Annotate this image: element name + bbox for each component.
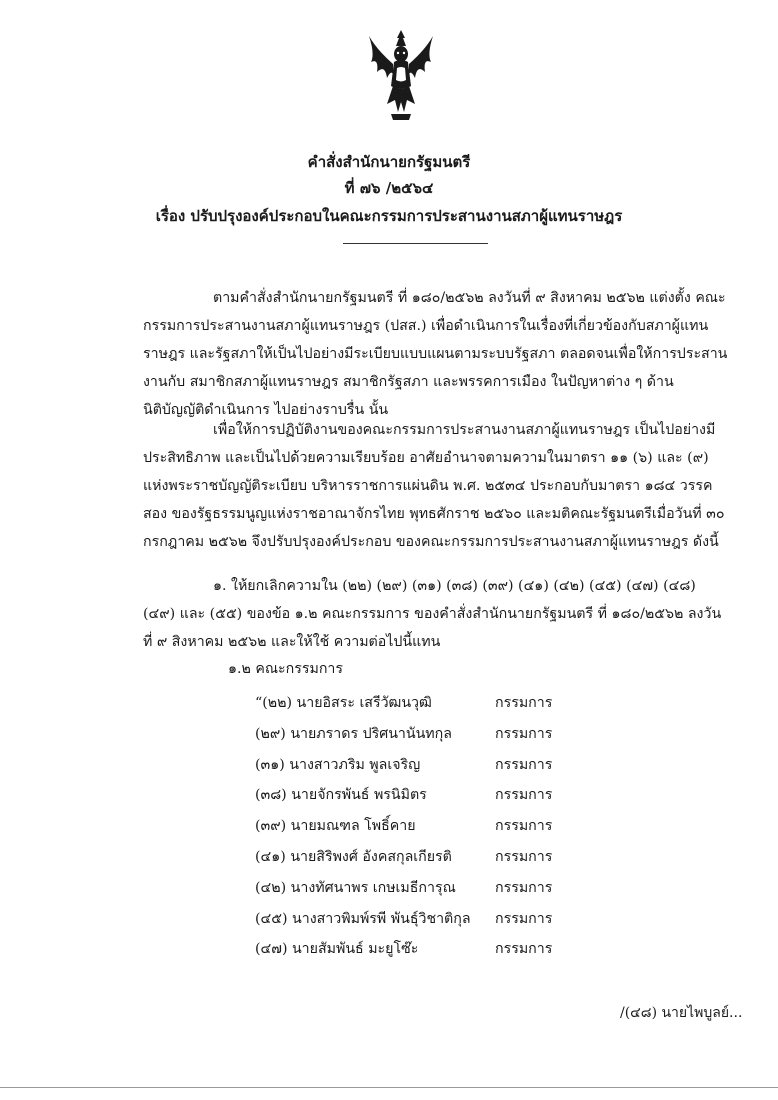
- member-role: กรรมการ: [495, 848, 553, 865]
- order-number: ที่ ๗๖ /๒๕๖๔: [344, 179, 434, 197]
- member-name: (๔๒) นางทัศนาพร เกษเมธีการุณ: [255, 879, 456, 896]
- member-name: (๔๑) นายสิริพงศ์ อังคสกุลเกียรติ: [255, 848, 452, 865]
- member-role: กรรมการ: [495, 941, 553, 958]
- garuda-emblem-icon: [365, 28, 437, 124]
- paragraph-3-text: ๑. ให้ยกเลิกความใน (๒๒) (๒๙) (๓๑) (๓๘) (๓๙) (๔๑) (๔๒) (๔๕) (๔๗) (๔๘) (๔๙) และ (๕๕) ของข้อ ๑.๒ คณะกรรมการ ของคำสั่งสำนักนายกรัฐมนตรี ที่ ๑๘๐/๒๕๖๒ ลงวันที่ ๙ สิงหาคม ๒๕๖๒ และให้ใช้ ความต่อไปนี้แทน: [143, 578, 722, 650]
- member-role: กรรมการ: [495, 695, 553, 711]
- member-name: (๓๑) นางสาวภริม พูลเจริญ: [255, 756, 421, 773]
- committee-subheading: ๑.๒ คณะกรรมการ: [228, 661, 344, 677]
- member-role: กรรมการ: [495, 756, 553, 773]
- title-divider: [343, 243, 488, 244]
- paragraph-1: [143, 284, 729, 424]
- member-name: (๔๕) นางสาวพิมพ์รพี พันธุ์วิชาติกุล: [255, 910, 471, 927]
- member-name: (๒๙) นายภราดร ปริศนานันทกุล: [255, 725, 452, 742]
- member-role: กรรมการ: [495, 787, 553, 804]
- member-name: (๓๙) นายมณฑล โพธิ์คาย: [255, 818, 416, 835]
- member-role: กรรมการ: [495, 910, 553, 927]
- member-role: กรรมการ: [495, 879, 553, 896]
- member-name: (๔๗) นายสัมพันธ์ มะยูโซ๊ะ: [255, 941, 419, 958]
- continuation-note: /(๔๘) นายไพบูลย์...: [620, 1005, 743, 1021]
- paragraph-3: [143, 572, 729, 656]
- page-bottom-edge: [0, 1087, 778, 1088]
- order-subject: เรื่อง ปรับปรุงองค์ประกอบในคณะกรรมการประสานงานสภาผู้แทนราษฎร: [155, 207, 623, 225]
- member-name: (๓๘) นายจักรพันธ์ พรนิมิตร: [255, 787, 427, 804]
- order-title: คำสั่งสำนักนายกรัฐมนตรี: [307, 153, 471, 171]
- member-role: กรรมการ: [495, 818, 553, 835]
- member-name: “(๒๒) นายอิสระ เสรีวัฒนวุฒิ: [255, 695, 432, 711]
- paragraph-2: [143, 416, 729, 556]
- paragraph-1-text: ตามคำสั่งสำนักนายกรัฐมนตรี ที่ ๑๘๐/๒๕๖๒ ลงวันที่ ๙ สิงหาคม ๒๕๖๒ แต่งตั้ง คณะกรรมการประสานงานสภาผู้แทนราษฎร (ปสส.) เพื่อดำเนินการในเรื่องที่เกี่ยวข้องกับสภาผู้แทนราษฎร และรัฐสภาให้เป็นไปอย่างมีระเบียบแบบแผนตามระบบรัฐสภา ตลอดจนเพื่อให้การประสานงานกับ สมาชิกสภาผู้แทนราษฎร สมาชิกรัฐสภา และพรรคการเมือง ในปัญหาต่าง ๆ ด้านนิติบัญญัติดำเนินการ ไปอย่างราบรื่น นั้น: [143, 290, 728, 418]
- member-role: กรรมการ: [495, 725, 553, 742]
- paragraph-2-text: เพื่อให้การปฏิบัติงานของคณะกรรมการประสานงานสภาผู้แทนราษฎร เป็นไปอย่างมีประสิทธิภาพ และเป็นไปด้วยความเรียบร้อย อาศัยอำนาจตามความในมาตรา ๑๑ (๖) และ (๙) แห่งพระราชบัญญัติระเบียบ บริหารราชการแผ่นดิน พ.ศ. ๒๕๓๔ ประกอบกับมาตรา ๑๘๔ วรรคสอง ของรัฐธรรมนูญแห่งราชอาณาจักรไทย พุทธศักราช ๒๕๖๐ และมติคณะรัฐมนตรีเมื่อวันที่ ๓๐ กรกฎาคม ๒๕๖๒ จึงปรับปรุงองค์ประกอบ ของคณะกรรมการประสานงานสภาผู้แทนราษฎร ดังนี้: [143, 422, 725, 550]
